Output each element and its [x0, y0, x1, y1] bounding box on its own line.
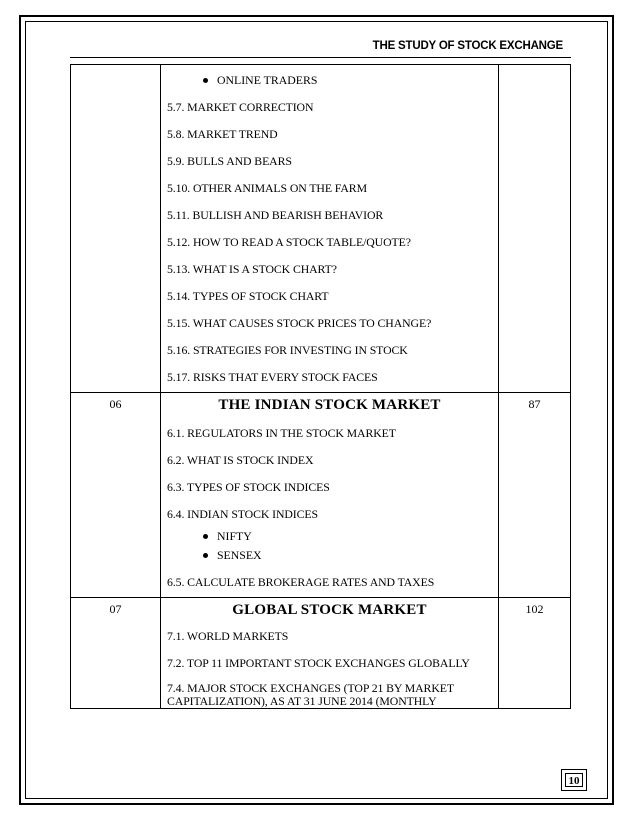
list-item: SENSEX — [217, 548, 492, 562]
list-item: 6.2. WHAT IS STOCK INDEX — [167, 453, 314, 467]
page-number-box — [561, 769, 587, 791]
list-item: 6.1. REGULATORS IN THE STOCK MARKET — [167, 426, 396, 440]
list-item: 5.7. MARKET CORRECTION — [167, 100, 314, 114]
list-item: 5.17. RISKS THAT EVERY STOCK FACES — [167, 370, 378, 384]
page-ref: 87 — [499, 393, 571, 598]
chapter-contents — [161, 65, 499, 393]
chapter-contents — [161, 598, 499, 709]
list-item: 7.4. MAJOR STOCK EXCHANGES (TOP 21 BY MARKET CAPITALIZATION), AS AT 31 JUNE 2014 (MONTHLY — [167, 681, 454, 708]
list-item: 5.9. BULLS AND BEARS — [167, 154, 292, 168]
list-item: 5.8. MARKET TREND — [167, 127, 278, 141]
chapter-title: THE INDIAN STOCK MARKET — [218, 397, 441, 413]
toc-row-ch6 — [71, 393, 571, 598]
list-item: 7.1. WORLD MARKETS — [167, 629, 289, 643]
list-item: 7.2. TOP 11 IMPORTANT STOCK EXCHANGES GLOBALLY — [167, 656, 470, 670]
toc-table — [70, 64, 571, 709]
page-ref: 102 — [499, 598, 571, 709]
chapter-contents — [161, 393, 499, 598]
page-ref — [499, 65, 571, 393]
header-rule — [70, 57, 571, 58]
page-header-title: THE STUDY OF STOCK EXCHANGE — [372, 40, 563, 52]
page-number: 10 — [565, 773, 583, 787]
list-item: 5.15. WHAT CAUSES STOCK PRICES TO CHANGE? — [167, 316, 432, 330]
chapter-title: GLOBAL STOCK MARKET — [232, 602, 427, 618]
list-item: 5.12. HOW TO READ A STOCK TABLE/QUOTE? — [167, 235, 411, 249]
list-item: 5.11. BULLISH AND BEARISH BEHAVIOR — [167, 208, 384, 222]
list-item: 5.14. TYPES OF STOCK CHART — [167, 289, 329, 303]
list-item: 5.16. STRATEGIES FOR INVESTING IN STOCK — [167, 343, 408, 357]
toc-row-ch7 — [71, 598, 571, 709]
chapter-number: 07 — [71, 598, 161, 709]
list-item: 5.10. OTHER ANIMALS ON THE FARM — [167, 181, 367, 195]
chapter-number — [71, 65, 161, 393]
chapter-number: 06 — [71, 393, 161, 598]
toc-row-ch5-cont — [71, 65, 571, 393]
list-item: 6.3. TYPES OF STOCK INDICES — [167, 480, 330, 494]
list-item: 6.4. INDIAN STOCK INDICES — [167, 507, 318, 521]
list-item: NIFTY — [217, 529, 492, 543]
list-item: 5.13. WHAT IS A STOCK CHART? — [167, 262, 337, 276]
list-item: ONLINE TRADERS — [217, 73, 492, 87]
list-item: 6.5. CALCULATE BROKERAGE RATES AND TAXES — [167, 575, 435, 589]
